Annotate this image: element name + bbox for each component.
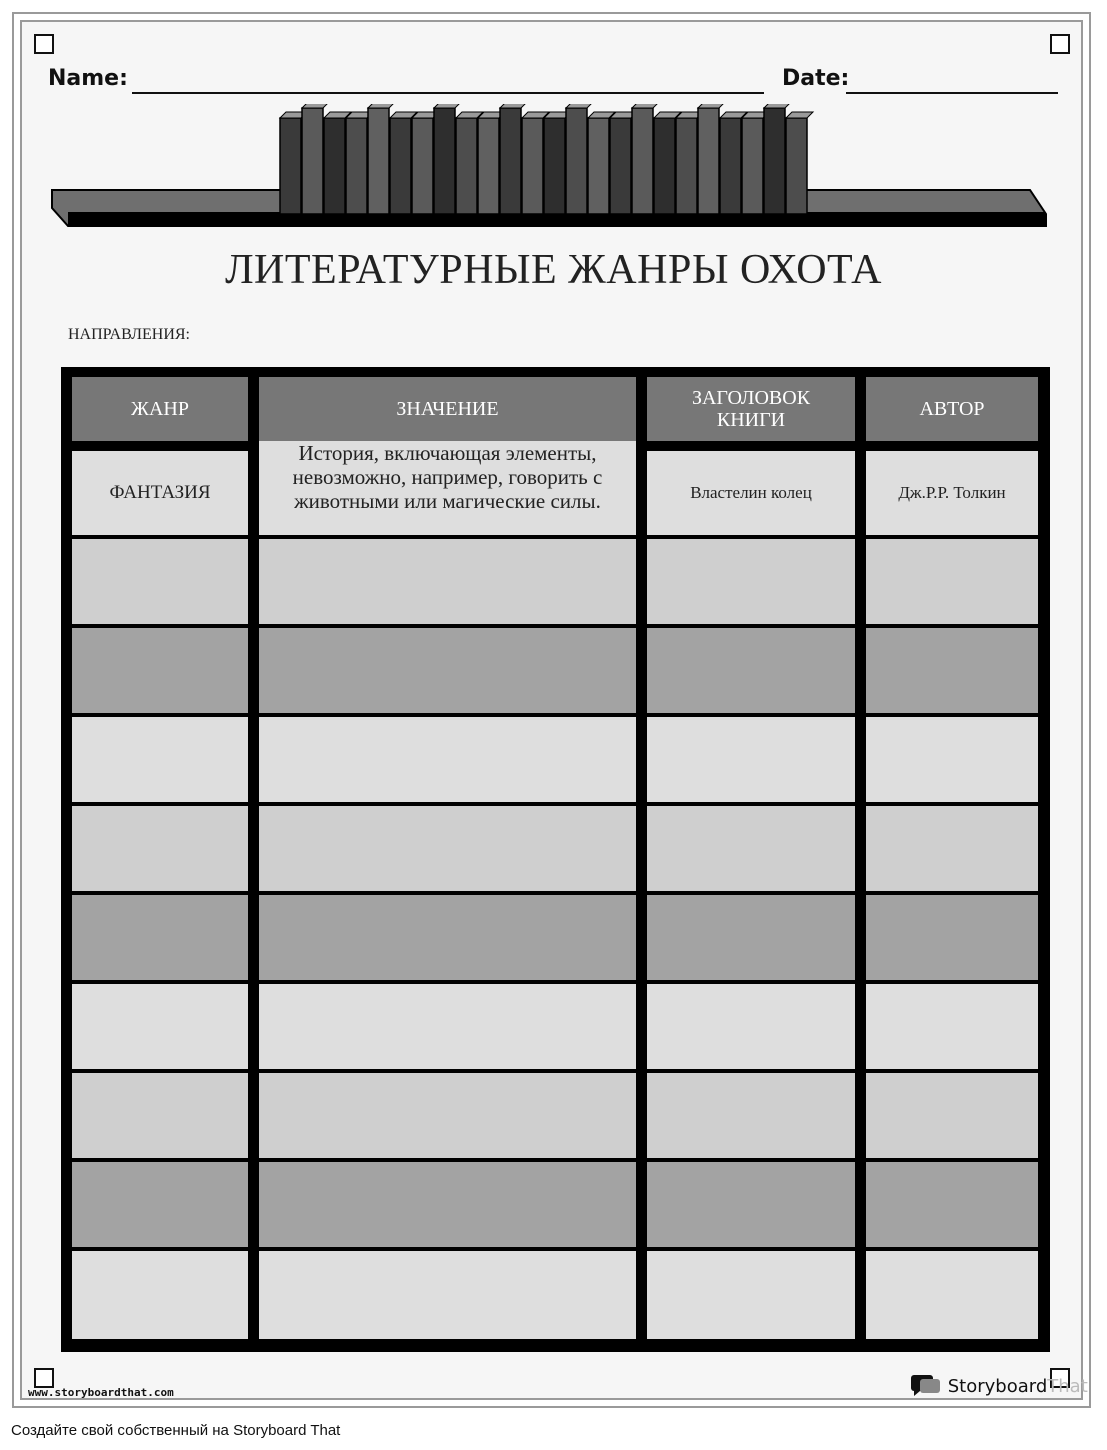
book-spine xyxy=(698,108,719,214)
name-label: Name: xyxy=(48,66,128,91)
page-title: ЛИТЕРАТУРНЫЕ ЖАНРЫ ОХОТА xyxy=(225,247,882,293)
book-top xyxy=(632,104,659,108)
example-genre-cell[interactable]: ФАНТАЗИЯ xyxy=(72,451,248,535)
empty-cell-book-title[interactable] xyxy=(647,628,855,713)
empty-cell-author[interactable] xyxy=(866,984,1038,1069)
book-spine xyxy=(522,118,543,214)
speech-bubble-icon xyxy=(910,1374,942,1396)
bookshelf-illustration xyxy=(46,104,1050,230)
empty-cell-genre[interactable] xyxy=(72,984,248,1069)
corner-mark-bottom-left xyxy=(34,1368,54,1388)
book-spine xyxy=(544,118,565,214)
header-genre: ЖАНР xyxy=(72,377,248,441)
empty-cell-author[interactable] xyxy=(866,895,1038,980)
book-top xyxy=(764,104,791,108)
empty-cell-book-title[interactable] xyxy=(647,1073,855,1158)
book-spine xyxy=(676,118,697,214)
book-spine xyxy=(280,118,301,214)
empty-cell-author[interactable] xyxy=(866,1073,1038,1158)
empty-cell-meaning[interactable] xyxy=(259,895,636,980)
date-field-line[interactable] xyxy=(846,92,1058,94)
book-spine xyxy=(390,118,411,214)
book-spine xyxy=(610,118,631,214)
empty-cell-book-title[interactable] xyxy=(647,1162,855,1247)
empty-cell-book-title[interactable] xyxy=(647,717,855,802)
book-spine xyxy=(302,108,323,214)
date-label: Date: xyxy=(782,66,850,91)
book-spine xyxy=(786,118,807,214)
empty-cell-meaning[interactable] xyxy=(259,1251,636,1339)
book-spine xyxy=(346,118,367,214)
logo-main-text: Storyboard xyxy=(947,1376,1048,1397)
empty-cell-meaning[interactable] xyxy=(259,806,636,891)
example-meaning-cell[interactable]: История, включающая элементы, невозможно, например, говорить с животными или магические силы. xyxy=(259,441,636,535)
book-top xyxy=(500,104,527,108)
empty-cell-meaning[interactable] xyxy=(259,984,636,1069)
book-spine xyxy=(434,108,455,214)
empty-cell-author[interactable] xyxy=(866,717,1038,802)
book-spine xyxy=(456,118,477,214)
directions-label: НАПРАВЛЕНИЯ: xyxy=(68,326,190,343)
empty-cell-author[interactable] xyxy=(866,806,1038,891)
book-spine xyxy=(632,108,653,214)
empty-cell-genre[interactable] xyxy=(72,628,248,713)
empty-cell-genre[interactable] xyxy=(72,1162,248,1247)
empty-cell-meaning[interactable] xyxy=(259,717,636,802)
example-author-cell[interactable]: Дж.Р.Р. Толкин xyxy=(866,451,1038,535)
empty-cell-meaning[interactable] xyxy=(259,1162,636,1247)
name-date-row xyxy=(48,66,1060,96)
empty-cell-book-title[interactable] xyxy=(647,984,855,1069)
empty-cell-genre[interactable] xyxy=(72,717,248,802)
book-spine xyxy=(412,118,433,214)
book-spine xyxy=(654,118,675,214)
empty-cell-meaning[interactable] xyxy=(259,628,636,713)
example-book-title-cell[interactable]: Властелин колец xyxy=(647,451,855,535)
book-spine xyxy=(566,108,587,214)
empty-cell-book-title[interactable] xyxy=(647,895,855,980)
empty-cell-author[interactable] xyxy=(866,1251,1038,1339)
book-spine xyxy=(720,118,741,214)
empty-cell-author[interactable] xyxy=(866,1162,1038,1247)
book-top xyxy=(302,104,329,108)
empty-cell-meaning[interactable] xyxy=(259,539,636,624)
header-book-title: ЗАГОЛОВОК КНИГИ xyxy=(647,377,855,441)
header-author: АВТОР xyxy=(866,377,1038,441)
empty-cell-book-title[interactable] xyxy=(647,539,855,624)
empty-cell-genre[interactable] xyxy=(72,806,248,891)
empty-cell-genre[interactable] xyxy=(72,1073,248,1158)
book-top xyxy=(566,104,593,108)
empty-cell-book-title[interactable] xyxy=(647,1251,855,1339)
book-top xyxy=(368,104,395,108)
empty-cell-genre[interactable] xyxy=(72,539,248,624)
empty-cell-genre[interactable] xyxy=(72,1251,248,1339)
book-top xyxy=(434,104,461,108)
empty-cell-author[interactable] xyxy=(866,628,1038,713)
book-spine xyxy=(764,108,785,214)
book-spine xyxy=(368,108,389,214)
book-top xyxy=(786,112,813,118)
storyboardthat-logo xyxy=(910,1374,1088,1397)
book-spine xyxy=(324,118,345,214)
genre-table xyxy=(61,367,1050,1352)
empty-cell-meaning[interactable] xyxy=(259,1073,636,1158)
empty-cell-genre[interactable] xyxy=(72,895,248,980)
book-spine xyxy=(500,108,521,214)
empty-cell-book-title[interactable] xyxy=(647,806,855,891)
corner-mark-top-right xyxy=(1050,34,1070,54)
corner-mark-top-left xyxy=(34,34,54,54)
footer-promo-text[interactable]: Создайте свой собственный на Storyboard That xyxy=(11,1422,341,1439)
book-top xyxy=(698,104,725,108)
watermark-url: www.storyboardthat.com xyxy=(28,1386,174,1399)
name-field-line[interactable] xyxy=(132,92,764,94)
book-spine xyxy=(588,118,609,214)
empty-cell-author[interactable] xyxy=(866,539,1038,624)
header-meaning: ЗНАЧЕНИЕ xyxy=(259,377,636,441)
book-spine xyxy=(742,118,763,214)
logo-suffix-text: That xyxy=(1047,1376,1088,1397)
book-spine xyxy=(478,118,499,214)
